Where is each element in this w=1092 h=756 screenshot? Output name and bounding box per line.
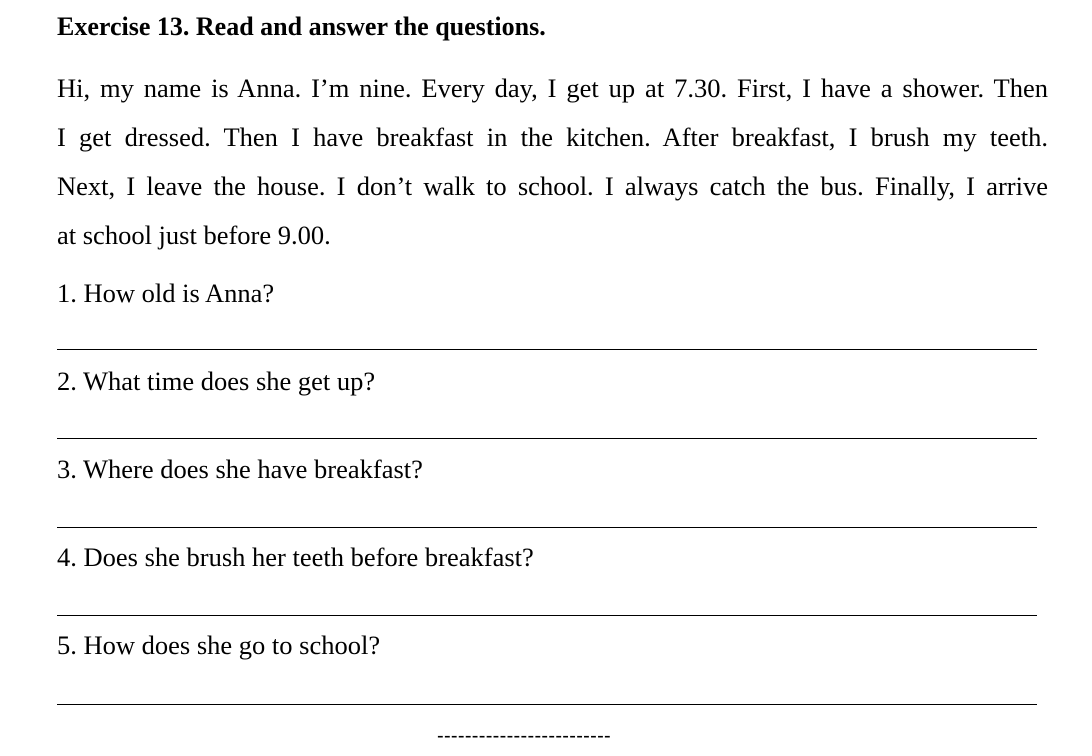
- exercise-title: Exercise 13. Read and answer the questions.: [57, 12, 546, 41]
- answer-line-1[interactable]: [57, 349, 1037, 350]
- reading-passage: [57, 68, 1048, 264]
- question-1: 1. How old is Anna?: [57, 278, 275, 308]
- passage-line: Next, I leave the house. I don’t walk to school. I always catch the bus. Finally, I arrive: [57, 171, 1048, 201]
- answer-line-5[interactable]: [57, 704, 1037, 705]
- question-4: 4. Does she brush her teeth before breakfast?: [57, 542, 534, 572]
- passage-line: I get dressed. Then I have breakfast in the kitchen. After breakfast, I brush my teeth.: [57, 122, 1048, 152]
- question-3: 3. Where does she have breakfast?: [57, 454, 423, 484]
- passage-line: at school just before 9.00.: [57, 220, 331, 250]
- answer-line-4[interactable]: [57, 615, 1037, 616]
- passage-line: Hi, my name is Anna. I’m nine. Every day, I get up at 7.30. First, I have a shower. Then: [57, 73, 1048, 103]
- answer-line-3[interactable]: [57, 527, 1037, 528]
- answer-line-2[interactable]: [57, 438, 1037, 439]
- end-separator: -------------------------: [437, 725, 612, 747]
- question-2: 2. What time does she get up?: [57, 366, 376, 396]
- question-5: 5. How does she go to school?: [57, 630, 381, 660]
